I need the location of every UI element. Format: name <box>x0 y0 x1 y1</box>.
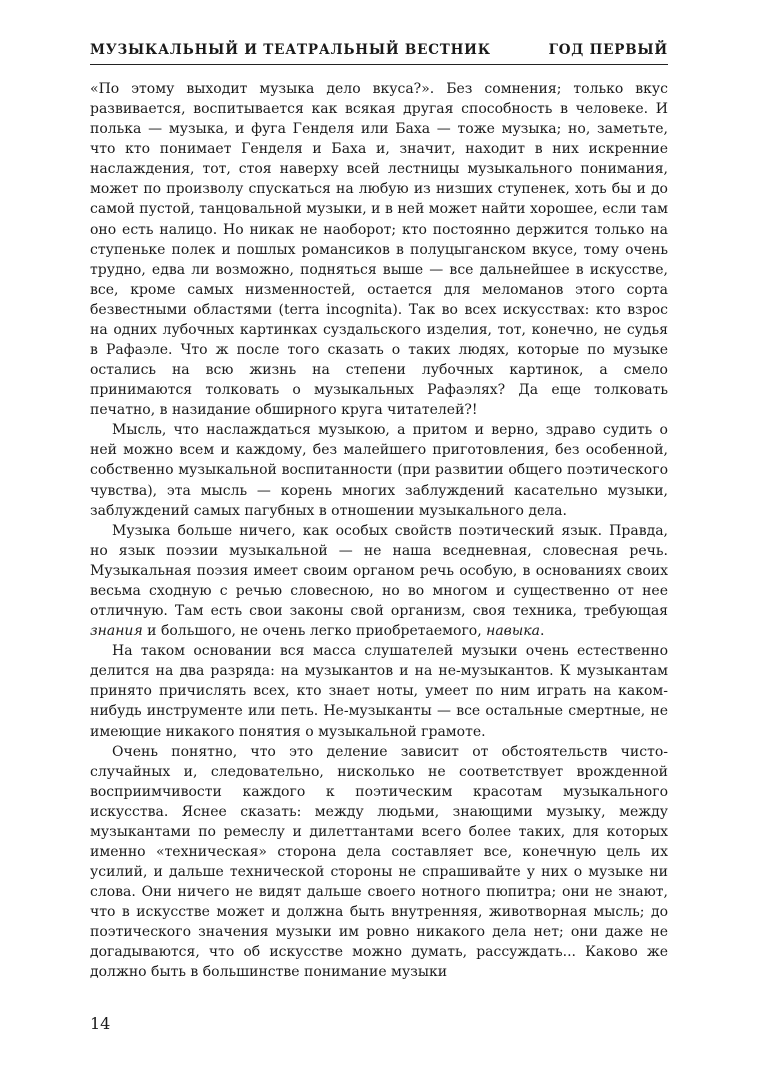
emphasis-navyka: навыка <box>486 623 540 640</box>
paragraph-5: Очень понятно, что это деление зависит от обстоятельств чисто-случайных и, следовательно, нисколько не соответствует врожденной восприимчивости каждого к поэтическим красотам музыкального искусства. Яснее сказать: между людьми, знающими музыку, между музыкантами по ремеслу и дилеттантами всего более таких, для которых именно «техническая» сторона дела составляет все, конечную цель их усилий, и дальше технической стороны не спрашивайте у них о музыке ни слова. Они ничего не видят дальше своего нотного пюпитра; они не знают, что в искусстве может и должна быть внутренняя, животворная мысль; до поэтического значения музыки им ровно никакого дела нет; они даже не догадываются, что об искусстве можно думать, рассуждать... Каково же должно быть в большинстве понимание музыки <box>90 743 668 981</box>
journal-title: МУЗЫКАЛЬНЫЙ И ТЕАТРАЛЬНЫЙ ВЕСТНИК <box>90 42 491 58</box>
paragraph-3-text-a: Музыка больше ничего, как особых свойств поэтический язык. Правда, но язык поэзии музыкальной — не наша вседневная, словесная речь. Музыкальная поэзия имеет своим органом речь особую, в основаниях своих весьма сходную с речью словесною, но во многом и существенно от нее отличную. Там есть свои законы свой организм, своя техника, требующая <box>90 522 668 620</box>
running-head <box>90 42 668 58</box>
year-label: ГОД ПЕРВЫЙ <box>548 42 668 58</box>
paragraph-3-text-b: и большого, не очень легко приобретаемого, <box>142 623 487 640</box>
page-number: 14 <box>90 1014 111 1033</box>
emphasis-znaniya: знания <box>90 623 143 640</box>
paragraph-3 <box>90 521 668 641</box>
paragraph-1: «По этому выходит музыка дело вкуса?». Без сомнения; только вкус развивается, воспитывается как всякая другая способность в человеке. И полька — музыка, и фуга Генделя или Баха — тоже музыка; но, заметьте, что кто понимает Генделя и Баха и, значит, находит в них искренние наслаждения, тот, стоя наверху всей лестницы музыкального понимания, может по произволу спускаться на любую из низших ступенек, хоть бы и до самой пустой, танцовальной музыки, и в ней может найти хорошее, если там оно есть налицо. Но никак не наоборот; кто постоянно держится только на ступеньке полек и пошлых романсиков в полуцыганском вкусе, тому очень трудно, едва ли возможно, подняться выше — все дальнейшее в искусстве, все, кроме самых низменностей, остается для меломанов этого сорта безвестными областями (terra incognita). Так во всех искусствах: кто взрос на одних лубочных картинках суздальского изделия, тот, конечно, не судья в Рафаэле. Что ж после того сказать о таких людях, которые по музыке остались на всю жизнь на степени лубочных картинок, а смело принимаются толковать о музыкальных Рафаэлях? Да еще толковать печатно, в назидание обширного круга читателей?! <box>90 81 668 419</box>
paragraph-4: На таком основании вся масса слушателей музыки очень естественно делится на два разряда: на музыкантов и на не-музыкантов. К музыкантам принято причислять всех, кто знает ноты, умеет по ним играть на каком-нибудь инструменте или петь. Не-музыканты — все остальные смертные, не имеющие никакого понятия о музыкальной грамоте. <box>90 643 668 740</box>
paragraph-2: Мысль, что наслаждаться музыкою, а притом и верно, здраво судить о ней можно всем и каждому, без малейшего приготовления, без особенной, собственно музыкальной воспитанности (при развитии общего поэтического чувства), эта мысль — корень многих заблуждений касательно музыки, заблуждений самых пагубных в отношении музыкального дела. <box>90 422 668 519</box>
article-body <box>90 79 668 983</box>
paragraph-3-text-c: . <box>539 623 545 640</box>
header-rule <box>90 64 668 65</box>
